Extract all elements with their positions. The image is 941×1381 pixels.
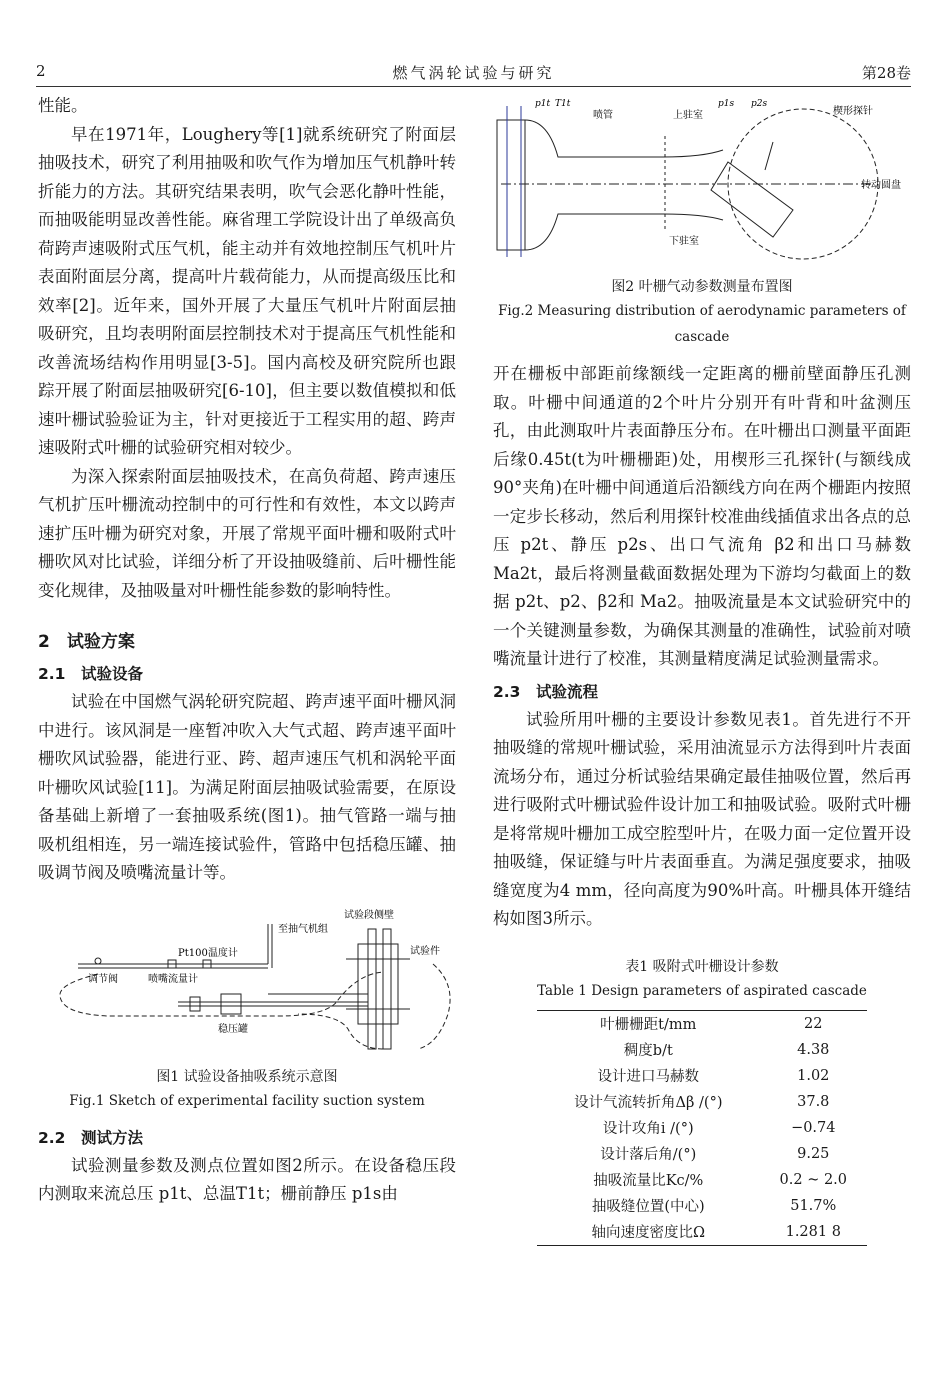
figure2-caption-en-line1: Fig.2 Measuring distribution of aerodynamic parameters of — [498, 303, 906, 319]
volume-label: 第28卷 — [861, 64, 911, 82]
fig2-label-p2s: p2s — [751, 99, 768, 109]
fig2-label-lower-plenum: 下驻室 — [669, 236, 699, 247]
fig1-label-specimen: 试验件 — [410, 945, 440, 957]
table1-caption-cn: 表1 吸附式叶栅设计参数 — [625, 958, 779, 975]
param-name: 稠度b/t — [623, 1043, 673, 1059]
table-row — [537, 1115, 867, 1141]
figure2-caption-en-line2: cascade — [674, 329, 730, 345]
table-row — [537, 1193, 867, 1219]
header-rule — [36, 86, 911, 87]
fig2-label-rotating-disk: 转动圆盘 — [861, 180, 901, 191]
param-name: 设计落后角/(°) — [600, 1147, 697, 1163]
left-column — [38, 92, 456, 1209]
fig2-label-p1s: p1s — [718, 99, 735, 109]
right-column — [493, 92, 911, 1246]
design-parameters-table — [537, 1010, 867, 1246]
table-row — [537, 1010, 867, 1037]
param-value: −0.74 — [791, 1119, 836, 1136]
param-value: 37.8 — [797, 1093, 830, 1110]
table-row — [537, 1167, 867, 1193]
fig2-label-upper-plenum: 上驻室 — [673, 110, 703, 121]
figure1-caption-cn: 图1 试验设备抽吸系统示意图 — [156, 1068, 338, 1085]
param-name: 抽吸流量比Kc/% — [593, 1173, 704, 1189]
param-name: 抽吸缝位置(中心) — [591, 1199, 705, 1215]
fig2-label-T1t: T1t — [555, 99, 571, 109]
param-value: 22 — [760, 1010, 867, 1037]
fig2-label-nozzle: 喷管 — [593, 110, 613, 121]
paragraph: 试验测量参数及测点位置如图2所示。在设备稳压段内测取来流总压 p1t、总温T1t；栅前静压 p1s由 — [38, 1155, 456, 1203]
section-heading: 2 试验方案 — [38, 632, 135, 652]
table-row — [537, 1141, 867, 1167]
table1-caption-en: Table 1 Design parameters of aspirated cascade — [537, 982, 867, 999]
param-name: 叶栅栅距t/mm — [537, 1010, 760, 1037]
fig2-label-p1t: p1t — [535, 99, 551, 109]
table-row — [537, 1089, 867, 1115]
param-name: 设计攻角i /(°) — [602, 1121, 694, 1137]
param-name: 设计进口马赫数 — [597, 1069, 700, 1085]
page-number: 2 — [36, 62, 46, 80]
param-value: 51.7% — [790, 1197, 837, 1214]
fig2-label-wedge-probe: 楔形探针 — [833, 106, 873, 117]
paragraph: 性能。 — [38, 96, 88, 115]
subsection-heading: 2.1 试验设备 — [38, 665, 143, 683]
fig1-label-valve: 调节阀 — [88, 973, 118, 985]
paragraph: 试验在中国燃气涡轮研究院超、跨声速平面叶栅风洞中进行。该风洞是一座暂冲吹入大气式超、跨声速平面叶栅吹风试验器，能进行亚、跨、超声速压气机和涡轮平面叶栅吹风试验[11]。为满足附面层抽吸试验需要，在原设备基础上新增了一套抽吸系统(图1)。抽气管路一端与抽吸机组相连，另一端连接试验件，管路中包括稳压罐、抽吸调节阀及喷嘴流量计等。 — [38, 692, 456, 882]
param-value: 1.02 — [797, 1067, 830, 1084]
figure2-caption-cn: 图2 叶栅气动参数测量布置图 — [611, 279, 793, 295]
figure-suction-system — [38, 904, 456, 1054]
param-value: 4.38 — [797, 1041, 830, 1058]
param-value: 9.25 — [797, 1145, 830, 1162]
paragraph: 早在1971年，Loughery等[1]就系统研究了附面层抽吸技术，研究了利用抽吸和吹气作为增加压气机静叶转折能力的方法。其研究结果表明，吹气会恶化静叶性能，而抽吸能明显改善性能。麻省理工学院设计出了单级高负荷跨声速吸附式压气机，能主动并有效地控制压气机叶片表面附面层分离，提高叶片载荷能力，从而提高级压比和效率[2]。近年来，国外开展了大量压气机叶片附面层抽吸研究，且均表明附面层控制技术对于提高压气机性能和改善流场结构作用明显[3-5]。国内高校及研究院所也跟踪开展了附面层抽吸研究[6-10]，但主要以数值模拟和低速叶栅试验验证为主，针对更接近于工程实用的超、跨声速吸附式叶栅的试验研究相对较少。 — [38, 124, 456, 457]
paragraph: 试验所用叶栅的主要设计参数见表1。首先进行不开抽吸缝的常规叶栅试验，采用油流显示方法得到叶片表面流场分布，通过分析试验结果确定最佳抽吸位置，然后再进行吸附式叶栅试验件设计加工和抽吸试验。吸附式叶栅是将常规叶栅加工成空腔型叶片，在吸力面一定位置开设抽吸缝，保证缝与叶片表面垂直。为满足强度要求，抽吸缝宽度为4 mm，径向高度为90%叶高。叶栅具体开缝结构如图3所示。 — [493, 709, 911, 928]
running-header — [36, 62, 911, 84]
fig1-label-pt100: Pt100温度计 — [178, 947, 238, 959]
paragraph: 为深入探索附面层抽吸技术，在高负荷超、跨声速压气机扩压叶栅流动控制中的可行性和有效性，本文以跨声速扩压叶栅为研究对象，开展了常规平面叶栅和吸附式叶栅吹风对比试验，详细分析了开设抽吸缝前、后叶栅性能变化规律，及抽吸量对叶栅性能参数的影响特性。 — [38, 466, 456, 600]
fig1-label-to-unit: 至抽气机组 — [278, 923, 328, 935]
paragraph: 开在栅板中部距前缘额线一定距离的栅前壁面静压孔测取。叶栅中间通道的2个叶片分别开有叶背和叶盆测压孔，由此测取叶片表面静压分布。在叶栅出口测量平面距后缘0.45t(t为叶栅栅距)处，用楔形三孔探针(与额线成90°夹角)在叶栅中间通道后沿额线方向在两个栅距内按照一定步长移动，然后利用探针校准曲线插值求出各点的总压 p2t、静压 p2s、出口气流角 β2和出口马赫数 Ma2t，最后将测量截面数据处理为下游均匀截面上的数据 p2t、p2、β2和 Ma2。抽吸流量是本文试验研究中的一个关键测量参数，为确保其测量的准确性，试验前对喷嘴流量计进行了校准，其测量精度满足试验测量需求。 — [493, 364, 911, 668]
table-row — [537, 1037, 867, 1063]
fig1-label-tank: 稳压罐 — [218, 1023, 248, 1035]
subsection-heading: 2.3 试验流程 — [493, 682, 598, 701]
param-name: 轴向速度密度比Ω — [537, 1219, 760, 1246]
fig1-label-nozzle-meter: 喷嘴流量计 — [148, 973, 198, 985]
figure-measurement-layout — [493, 92, 911, 262]
param-value: 1.281 8 — [760, 1219, 867, 1246]
journal-title: 燃气涡轮试验与研究 — [392, 64, 555, 82]
param-name: 设计气流转折角Δβ /(°) — [574, 1095, 723, 1111]
table-row — [537, 1063, 867, 1089]
table-row — [537, 1219, 867, 1246]
subsection-heading: 2.2 测试方法 — [38, 1128, 143, 1147]
fig1-label-side-wall: 试验段侧壁 — [344, 909, 394, 921]
param-value: 0.2 ~ 2.0 — [779, 1171, 848, 1188]
figure1-caption-en: Fig.1 Sketch of experimental facility suction system — [69, 1092, 425, 1109]
